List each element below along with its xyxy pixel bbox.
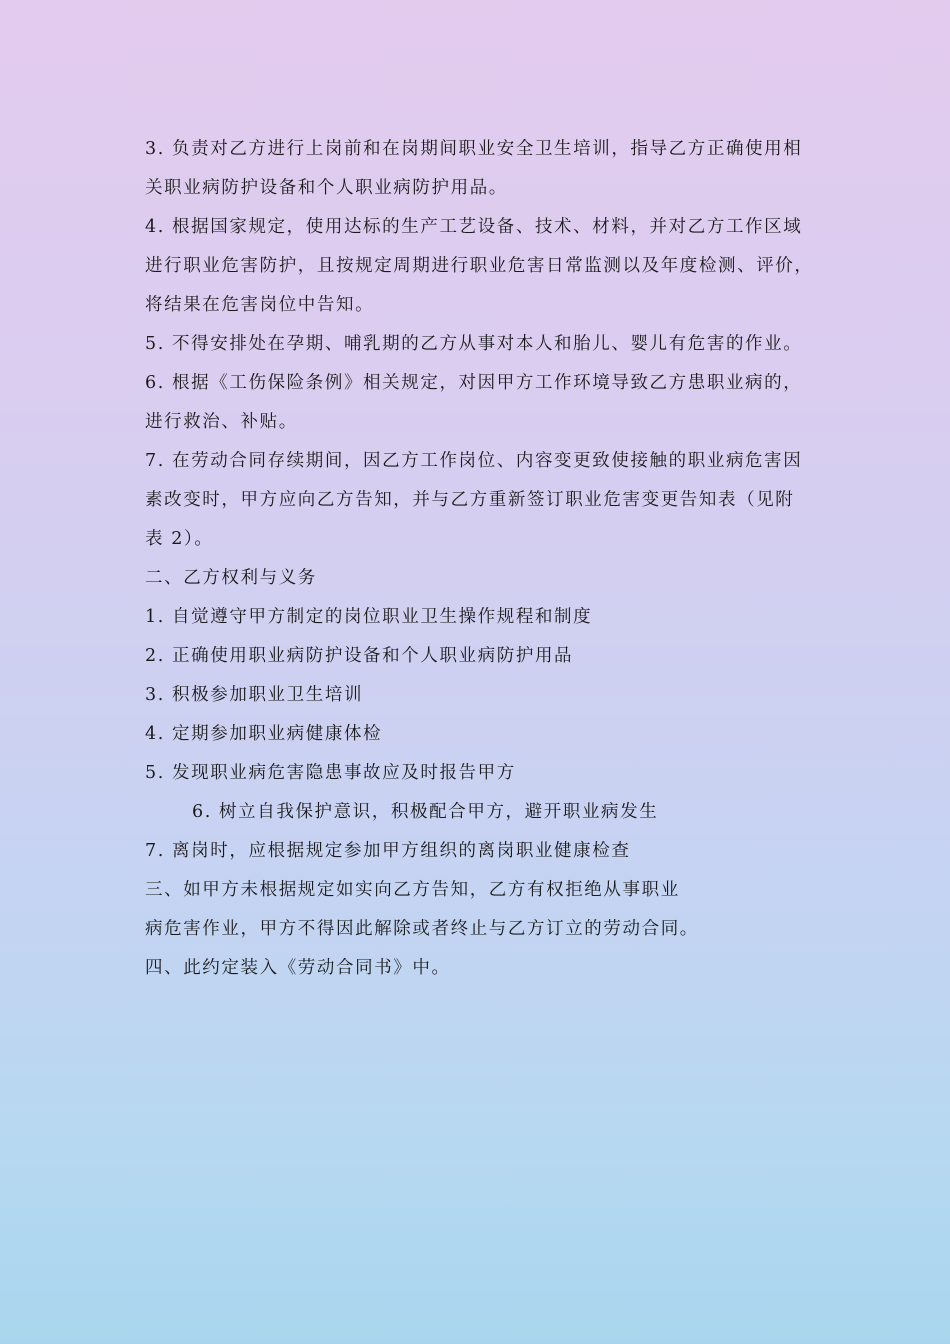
list-item: 7. 离岗时，应根据规定参加甲方组织的离岗职业健康检查 xyxy=(145,841,631,861)
paragraph-line: 5. 不得安排处在孕期、哺乳期的乙方从事对本人和胎儿、婴儿有危害的作业。 xyxy=(145,334,803,354)
list-item: 2. 正确使用职业病防护设备和个人职业病防护用品 xyxy=(145,646,574,666)
paragraph-line: 进行救治、补贴。 xyxy=(145,412,298,432)
list-item: 6. 树立自我保护意识，积极配合甲方，避开职业病发生 xyxy=(192,802,659,822)
list-item: 4. 定期参加职业病健康体检 xyxy=(145,724,383,744)
document-body xyxy=(145,130,825,988)
paragraph-line: 表 2）。 xyxy=(145,529,214,549)
list-item: 3. 积极参加职业卫生培训 xyxy=(145,685,364,705)
paragraph-line: 素改变时，甲方应向乙方告知，并与乙方重新签订职业危害变更告知表（见附 xyxy=(145,490,795,510)
paragraph-line: 关职业病防护设备和个人职业病防护用品。 xyxy=(145,178,508,198)
paragraph-line: 将结果在危害岗位中告知。 xyxy=(145,295,375,315)
list-item: 1. 自觉遵守甲方制定的岗位职业卫生操作规程和制度 xyxy=(145,607,593,627)
paragraph-line: 3. 负责对乙方进行上岗前和在岗期间职业安全卫生培训，指导乙方正确使用相 xyxy=(145,139,803,159)
section-heading: 四、此约定装入《劳动合同书》中。 xyxy=(145,958,451,978)
paragraph-line: 4. 根据国家规定，使用达标的生产工艺设备、技术、材料，并对乙方工作区域 xyxy=(145,217,803,237)
section-heading: 三、如甲方未根据规定如实向乙方告知，乙方有权拒绝从事职业 xyxy=(145,880,680,900)
paragraph-line: 病危害作业，甲方不得因此解除或者终止与乙方订立的劳动合同。 xyxy=(145,919,699,939)
section-heading: 二、乙方权利与义务 xyxy=(145,568,317,588)
paragraph-line: 进行职业危害防护，且按规定周期进行职业危害日常监测以及年度检测、评价， xyxy=(145,256,814,276)
list-item: 5. 发现职业病危害隐患事故应及时报告甲方 xyxy=(145,763,516,783)
paragraph-line: 6. 根据《工伤保险条例》相关规定，对因甲方工作环境导致乙方患职业病的， xyxy=(145,373,803,393)
paragraph-line: 7. 在劳动合同存续期间，因乙方工作岗位、内容变更致使接触的职业病危害因 xyxy=(145,451,803,471)
